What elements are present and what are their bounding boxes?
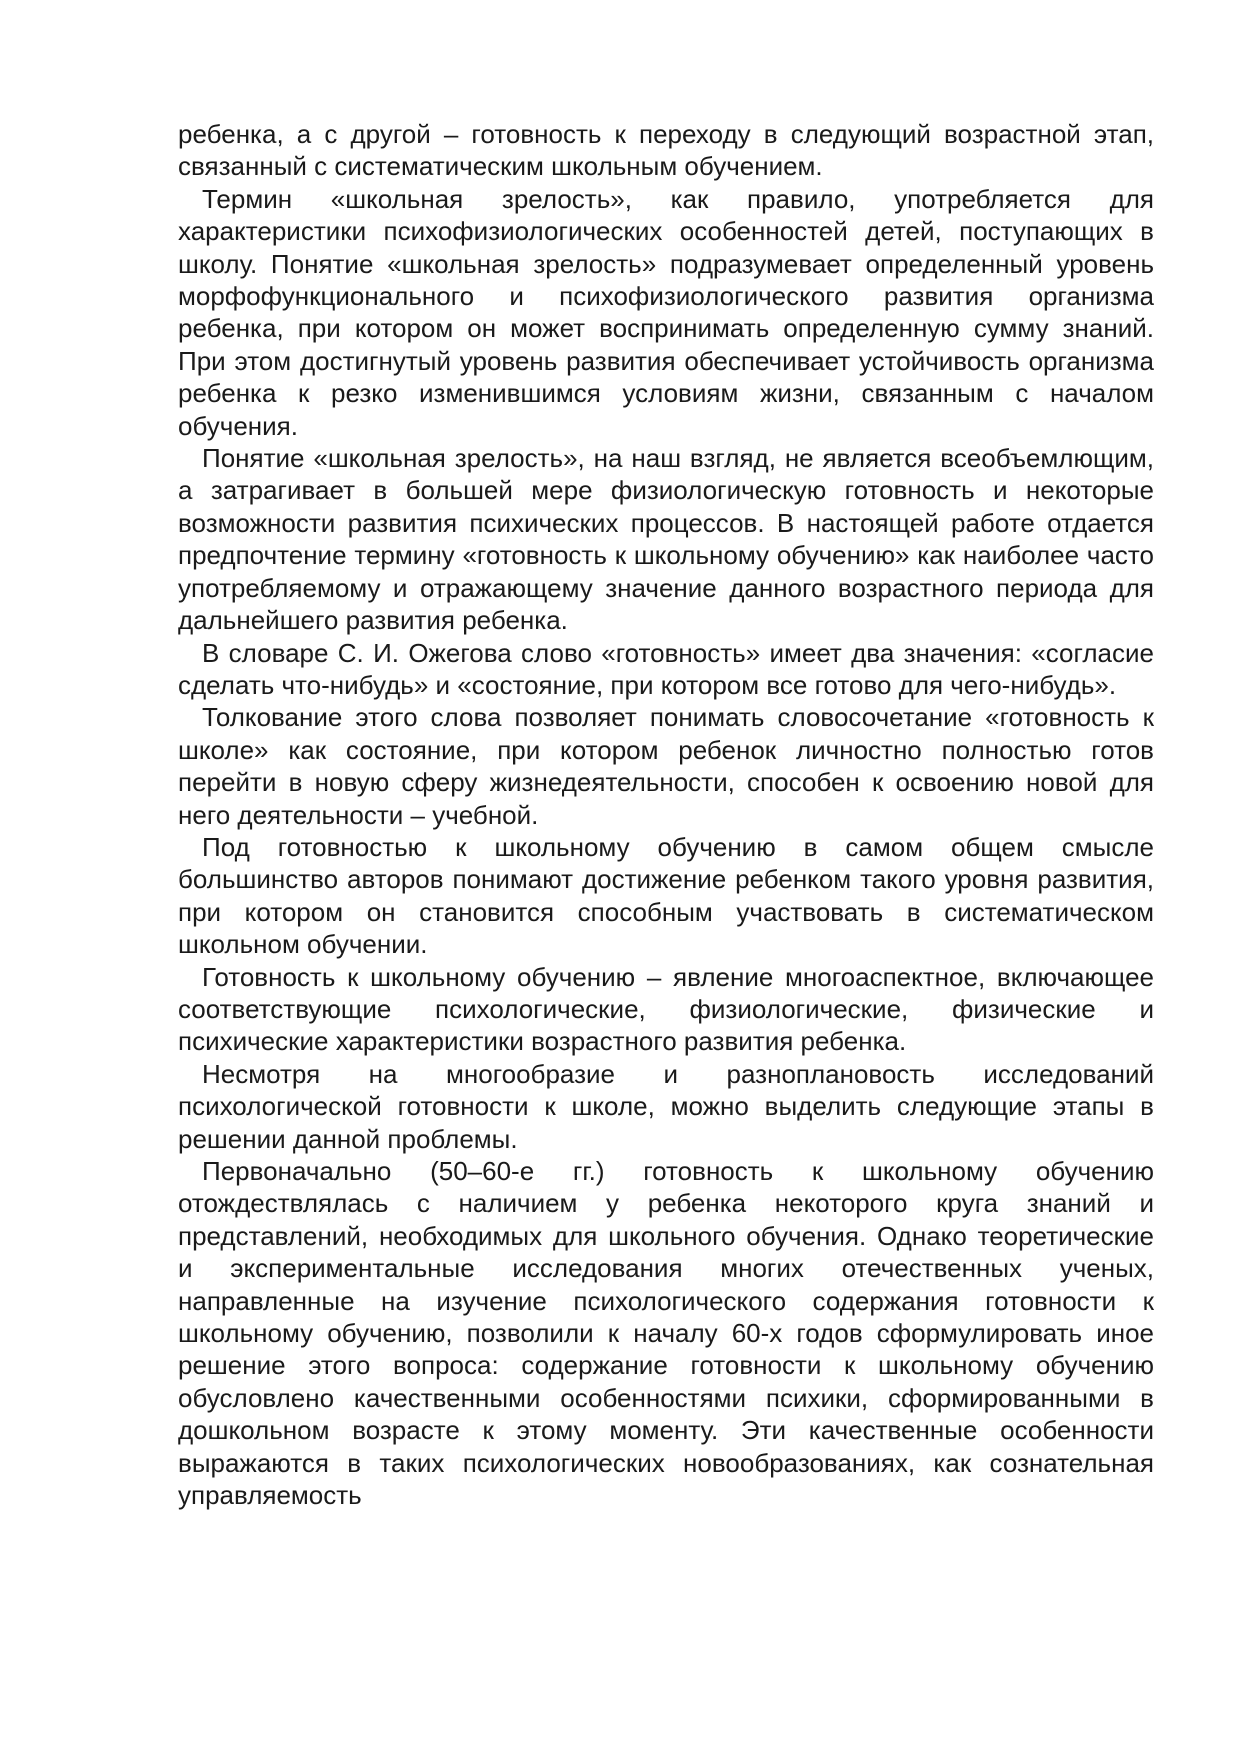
paragraph-interpretation: Толкование этого слова позволяет понимать словосочетание «готовность к школе» как состояние, при котором ребенок личностно полностью готов перейти в новую сферу жизнедеятельности, способен к освоению новой для него деятельности – учебной.	[178, 702, 1154, 830]
paragraph-initial-stage: Первоначально (50–60-е гг.) готовность к школьному обучению отождествлялась с наличием у ребенка некоторого круга знаний и представлений, необходимых для школьного обучения. Однако теоретические и экспериментальные исследования многих отечественных ученых, направленные на изучение психологического содержания готовности к школьному обучению, позволили к началу 60-х годов сформулировать иное решение этого вопроса: содержание готовности к школьному обучению обусловлено качественными особенностями психики, сформированными в дошкольном возрасте к этому моменту. Эти качественные особенности выражаются в таких психологических новообразованиях, как сознательная управляемость	[178, 1156, 1154, 1511]
paragraph-readiness-multifaceted: Готовность к школьному обучению – явление многоаспектное, включающее соответствующие психологические, физиологические, физические и психические характеристики возрастного развития ребенка.	[178, 961, 1154, 1057]
paragraph-readiness-general: Под готовностью к школьному обучению в самом общем смысле большинство авторов понимают достижение ребенком такого уровня развития, при котором он становится способным участвовать в систематическом школьном обучении.	[178, 831, 1154, 960]
paragraph-research-stages: Несмотря на многообразие и разноплановость исследований психологической готовности к школе, можно выделить следующие этапы в решении данной проблемы.	[178, 1058, 1154, 1154]
paragraph-ozhegov-dictionary: В словаре С. И. Ожегова слово «готовность» имеет два значения: «согласие сделать что-нибудь» и «состояние, при котором все готово для чего-нибудь».	[178, 637, 1154, 700]
paragraph-continuation: ребенка, а с другой – готовность к переходу в следующий возрастной этап, связанный с систематическим школьным обучением.	[178, 119, 1154, 182]
paragraph-school-maturity-term: Термин «школьная зрелость», как правило, употребляется для характеристики психофизиологических особенностей детей, поступающих в школу. Понятие «школьная зрелость» подразумевает определенный уровень морфофункционального и психофизиологического развития организма ребенка, при котором он может воспринимать определенную сумму знаний. При этом достигнутый уровень развития обеспечивает устойчивость организма ребенка к резко изменившимся условиям жизни, связанным с началом обучения.	[178, 183, 1154, 441]
paragraph-school-maturity-scope: Понятие «школьная зрелость», на наш взгляд, не является всеобъемлющим, а затрагивает в большей мере физиологическую готовность и некоторые возможности развития психических процессов. В настоящей работе отдается предпочтение термину «готовность к школьному обучению» как наиболее часто употребляемому и отражающему значение данного возрастного периода для дальнейшего развития ребенка.	[178, 443, 1154, 636]
body-text	[178, 118, 1154, 1511]
